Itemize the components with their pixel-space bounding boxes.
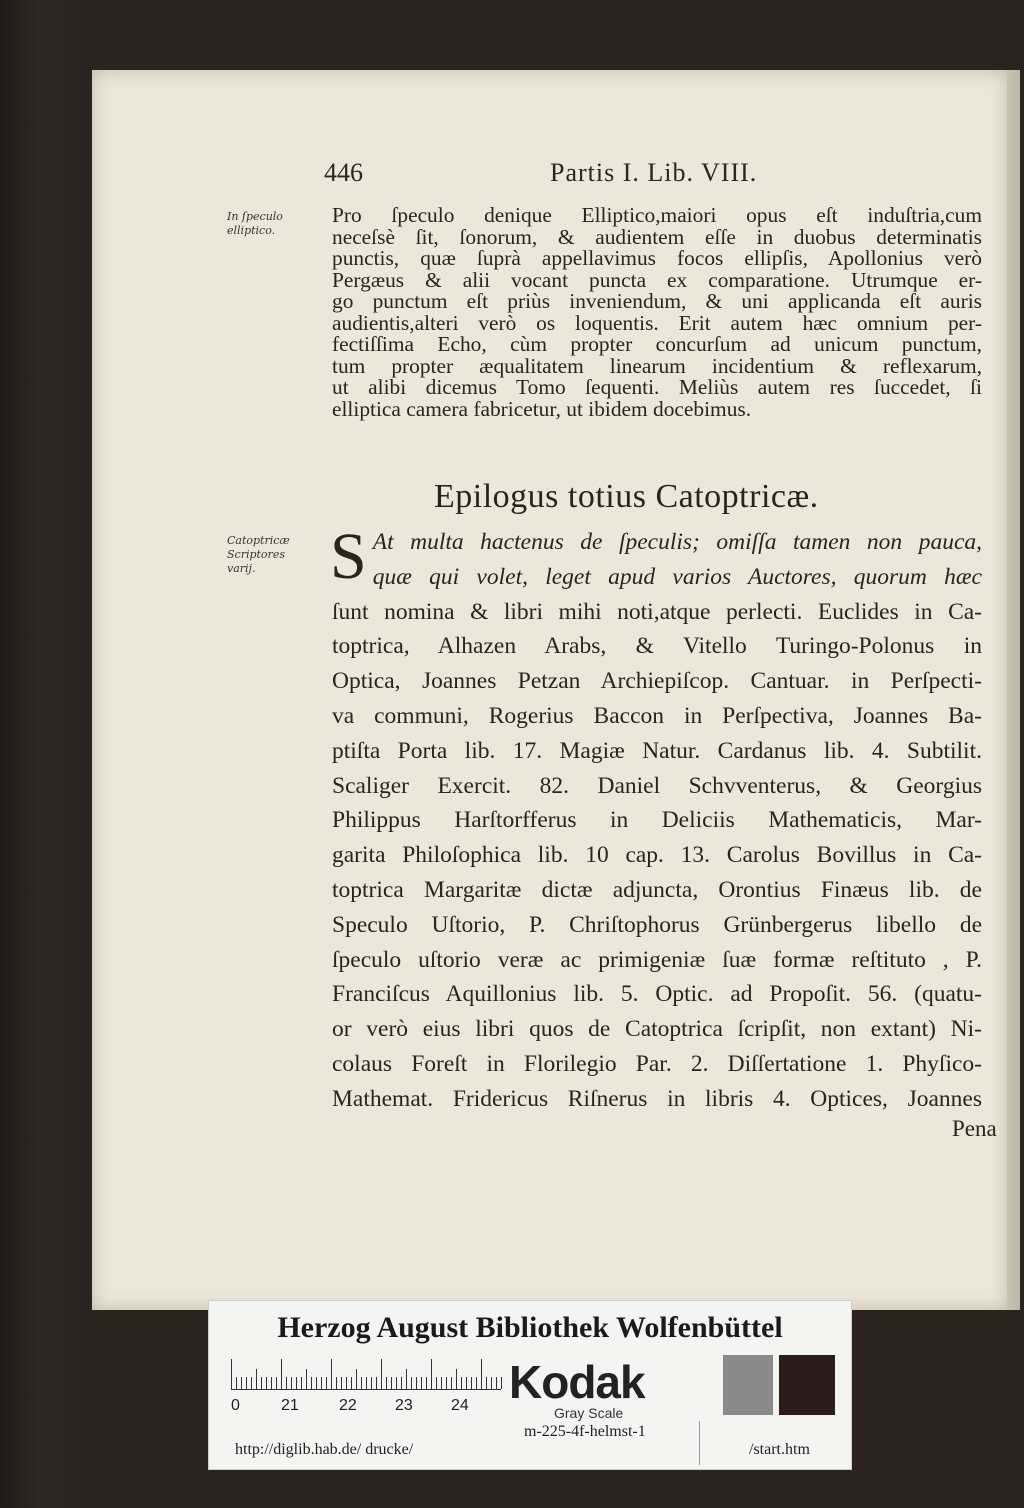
- ruler-tick: [441, 1377, 442, 1389]
- ruler-tick: [456, 1369, 457, 1389]
- marginal-note-scriptores: [227, 534, 290, 576]
- ruler-tick: [446, 1377, 447, 1389]
- text-line: Speculo Uſtorio, P. Chriſtophorus Grünbergerus libello de: [332, 911, 982, 938]
- ruler-tick: [501, 1377, 502, 1389]
- ruler-tick: [466, 1377, 467, 1389]
- ruler-tick: [476, 1377, 477, 1389]
- text-line: audientis,alteri verò os loquentis. Erit autem hæc omnium per-: [332, 310, 982, 335]
- marginal-line: Catoptricæ: [227, 534, 290, 547]
- marginal-line: varij.: [227, 562, 256, 575]
- ruler-tick: [431, 1359, 432, 1389]
- marginal-note-speculo: [227, 210, 283, 238]
- text-line: toptrica, Alhazen Arabs, & Vitello Turingo-Polonus in: [332, 633, 982, 660]
- ruler-tick: [371, 1377, 372, 1389]
- kodak-logo: Kodak: [509, 1356, 645, 1408]
- ruler-tick: [271, 1377, 272, 1389]
- ruler-tick: [461, 1377, 462, 1389]
- running-title: Partis I. Lib. VIII.: [550, 158, 758, 187]
- ruler-tick: [316, 1377, 317, 1389]
- section-title: Epilogus totius Catoptricæ.: [434, 478, 819, 515]
- ruler-tick: [486, 1377, 487, 1389]
- ruler-number: 0: [231, 1397, 240, 1414]
- ruler-tick: [356, 1369, 357, 1389]
- ruler-tick: [246, 1377, 247, 1389]
- ruler-tick: [256, 1369, 257, 1389]
- ruler-tick: [381, 1359, 382, 1389]
- text-line: quæ qui volet, leget apud varios Auctores, quorum hæc: [372, 563, 982, 590]
- ruler-tick: [421, 1377, 422, 1389]
- text-line: At multa hactenus de ſpeculis; omiſſa tamen non pauca,: [372, 529, 982, 555]
- text-line: colaus Foreſt in Florilegio Par. 2. Diſſertatione 1. Phyſico-: [332, 1050, 982, 1077]
- ruler-tick: [491, 1377, 492, 1389]
- text-line: elliptica camera fabricetur, ut ibidem docebimus.: [332, 396, 752, 421]
- catchword: Pena: [952, 1116, 997, 1141]
- ruler-tick: [346, 1377, 347, 1389]
- ruler-tick: [306, 1369, 307, 1389]
- ruler-tick: [311, 1377, 312, 1389]
- ruler-tick: [471, 1377, 472, 1389]
- text-line: Mathemat. Fridericus Riſnerus in libris 4. Optices, Joannes: [332, 1085, 982, 1112]
- ruler-tick: [411, 1377, 412, 1389]
- marginal-line: elliptico.: [227, 224, 276, 237]
- marginal-line: Scriptores: [227, 548, 285, 561]
- url-right: /start.htm: [749, 1441, 810, 1458]
- gray-swatch-dark: [779, 1355, 835, 1415]
- ruler-tick: [231, 1359, 232, 1389]
- text-line: Optica, Joannes Petzan Archiepiſcop. Cantuar. in Perſpecti-: [332, 668, 982, 695]
- ruler-tick: [416, 1377, 417, 1389]
- ruler-tick: [266, 1377, 267, 1389]
- drop-cap: S: [330, 520, 367, 593]
- ruler-tick: [326, 1377, 327, 1389]
- ruler-tick: [426, 1377, 427, 1389]
- url-left: http://diglib.hab.de/ drucke/: [235, 1441, 414, 1458]
- ruler-tick: [436, 1377, 437, 1389]
- ruler-tick: [366, 1377, 367, 1389]
- ruler-tick: [481, 1359, 482, 1389]
- text-line: Pro ſpeculo denique Elliptico,maiori opus eſt induſtria,cum: [332, 203, 982, 227]
- text-line: ſunt nomina & libri mihi noti,atque perlecti. Euclides in Ca-: [332, 598, 982, 625]
- text-line: fectiſſima Echo, cùm propter concurſum ad unicum punctum,: [332, 332, 982, 356]
- text-line: ut alibi dicemus Tomo ſequenti. Meliùs autem res ſuccedet, ſi: [332, 375, 982, 399]
- text-line: Franciſcus Aquillonius lib. 5. Optic. ad Propoſit. 56. (quatu-: [332, 981, 982, 1008]
- ruler-tick: [401, 1377, 402, 1389]
- marginal-line: In ſpeculo: [227, 210, 283, 223]
- text-line: Scaliger Exercit. 82. Daniel Schvventerus, & Georgius: [332, 772, 982, 799]
- text-line: punctis, quæ ſuprà appellavimus focos ellipſis, Apollonius verò: [332, 246, 982, 270]
- ruler-tick: [351, 1377, 352, 1389]
- divider: [699, 1421, 700, 1465]
- scale-ruler: [231, 1355, 501, 1390]
- running-head: [92, 158, 1007, 188]
- text-line: neceſsè ſit, ſonorum, & audientem eſſe in duobus determinatis: [332, 224, 982, 249]
- ruler-tick: [241, 1377, 242, 1389]
- page-number: 446: [324, 158, 363, 187]
- library-name: Herzog August Bibliothek Wolfenbüttel: [277, 1311, 783, 1344]
- text-line: toptrica Margaritæ dictæ adjuncta, Orontius Finæus lib. de: [332, 876, 982, 903]
- ruler-tick: [286, 1377, 287, 1389]
- ruler-tick: [236, 1377, 237, 1389]
- paragraph-elliptic-mirror: [332, 205, 982, 420]
- gray-swatch-light: [723, 1355, 773, 1415]
- ruler-tick: [341, 1377, 342, 1389]
- ruler-number: 21: [281, 1397, 299, 1414]
- ruler-tick: [331, 1359, 332, 1389]
- ruler-tick: [376, 1377, 377, 1389]
- ruler-tick: [291, 1377, 292, 1389]
- ruler-tick: [391, 1377, 392, 1389]
- text-line: Philippus Harſtorfferus in Deliciis Mathematicis, Mar-: [332, 807, 982, 834]
- ruler-number: 23: [395, 1397, 413, 1414]
- ruler-tick: [361, 1377, 362, 1389]
- text-line: va communi, Rogerius Baccon in Perſpectiva, Joannes Ba-: [332, 702, 982, 729]
- ruler-number: 22: [339, 1397, 357, 1414]
- ruler-tick: [396, 1377, 397, 1389]
- paragraph-epilogue: [330, 520, 982, 1117]
- text-line: ptiſta Porta lib. 17. Magiæ Natur. Cardanus lib. 4. Subtilit.: [332, 737, 982, 764]
- text-line: garita Philoſophica lib. 10 cap. 13. Carolus Bovillus in Ca-: [332, 842, 982, 869]
- ruler-number: 24: [451, 1397, 469, 1414]
- ruler-tick: [261, 1377, 262, 1389]
- ruler-tick: [251, 1377, 252, 1389]
- ruler-tick: [386, 1377, 387, 1389]
- ruler-tick: [336, 1377, 337, 1389]
- text-line: ſpeculo uſtorio veræ ac primigeniæ ſuæ formæ reſtituto , P.: [332, 946, 982, 973]
- ruler-tick: [301, 1377, 302, 1389]
- ruler-tick: [451, 1377, 452, 1389]
- ruler-tick: [276, 1377, 277, 1389]
- text-line: tum propter æqualitatem linearum incidentium & reflexarum,: [332, 353, 982, 378]
- ruler-tick: [406, 1369, 407, 1389]
- ruler-tick: [321, 1377, 322, 1389]
- shelf-code: m-225-4f-helmst-1: [524, 1423, 646, 1440]
- book-page: [92, 70, 1007, 1310]
- ruler-tick: [281, 1359, 282, 1389]
- ruler-tick: [296, 1377, 297, 1389]
- ruler-tick: [496, 1377, 497, 1389]
- text-line: go punctum eſt priùs inveniendum, & uni applicanda eſt auris: [332, 289, 982, 313]
- library-color-card: [208, 1300, 852, 1470]
- text-line: or verò eius libri quos de Catoptrica ſcripſit, non extant) Ni-: [332, 1016, 982, 1043]
- text-line: Pergæus & alii vocant puncta ex comparatione. Utrumque er-: [332, 267, 982, 292]
- gray-scale-label: Gray Scale: [554, 1405, 624, 1421]
